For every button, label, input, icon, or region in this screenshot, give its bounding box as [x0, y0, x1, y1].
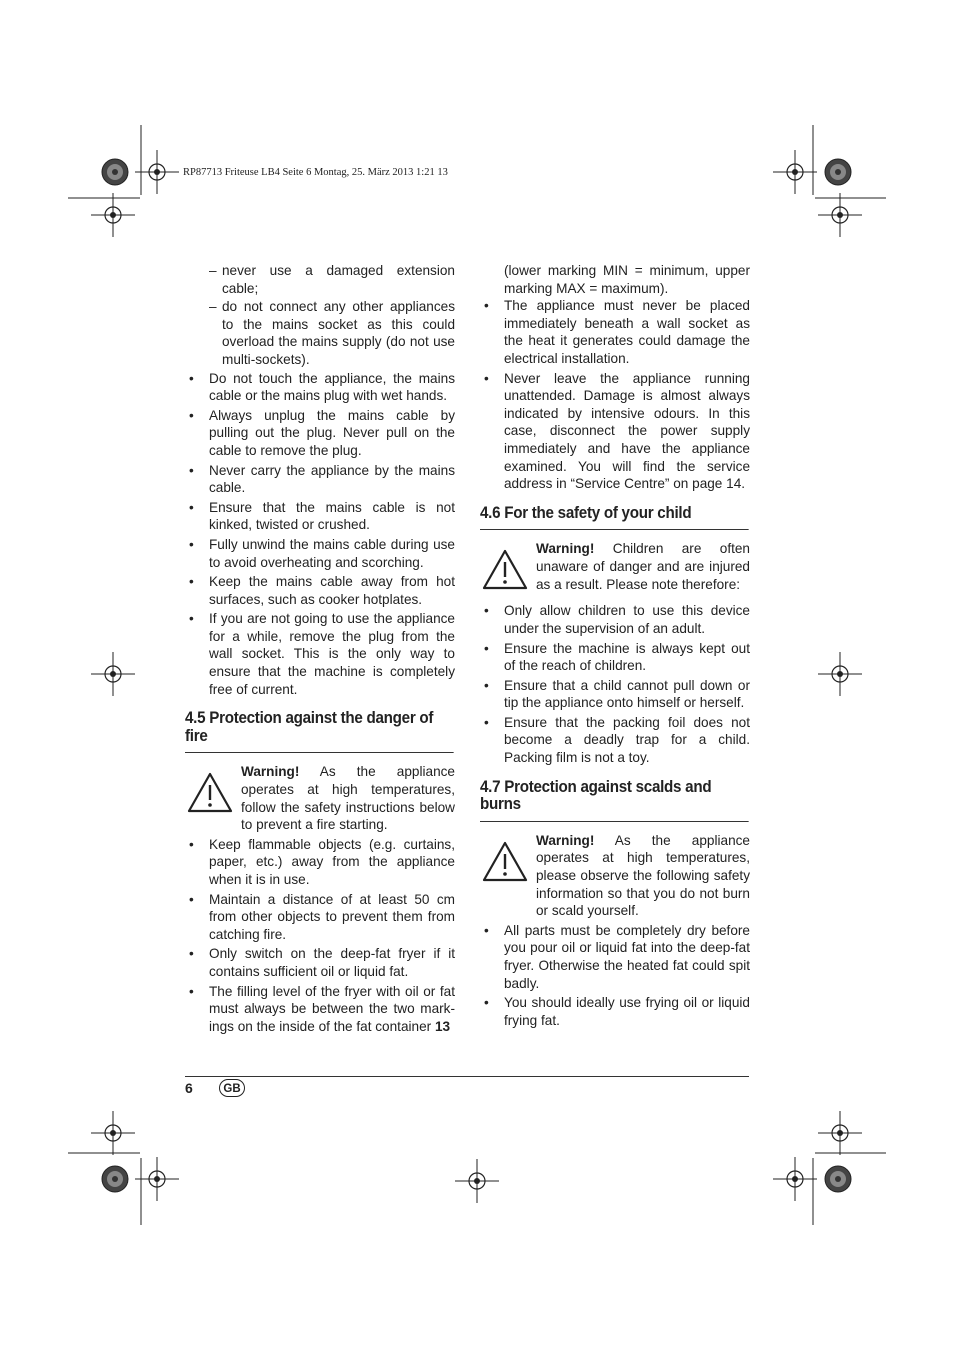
- bullet-item: • Only switch on the deep-fat fryer if it contains sufficient oil or liquid fat.: [185, 945, 455, 980]
- bullet-item: • Keep the mains cable away from hot surfaces, such as cooker hotplates.: [185, 573, 455, 608]
- bullet-item: • All parts must be completely dry before you pour oil or liquid fat into the deep-fat fryer. Otherwise the heated fat could spit badly.: [480, 922, 750, 992]
- continuation-text: (lower marking MIN = minimum, upper marking MAX = maximum).: [504, 263, 750, 296]
- warning-block: [480, 832, 750, 920]
- bullet-item: • You should ideally use frying oil or liquid frying fat.: [480, 994, 750, 1029]
- bullet-text: The filling level of the fryer with oil or fat must always be between the two mark-ings on the inside of the fat container: [209, 983, 455, 1034]
- warning-block: [480, 540, 750, 600]
- warning-text: As the appliance operates at high temperatures, follow the safety instructions below to prevent a fire starting.: [241, 764, 455, 833]
- footer-rule: [185, 1076, 749, 1077]
- warning-text: Children are often unaware of danger and are injured as a result. Please note therefore:: [536, 541, 750, 592]
- section-heading: 4.6 For the safety of your child: [480, 505, 748, 531]
- bullet-item: • Ensure that the mains cable is not kinked, twisted or crushed.: [185, 499, 455, 534]
- bullet-item: • Keep flammable objects (e.g. curtains, paper, etc.) away from the appliance when it is in use.: [185, 836, 455, 889]
- left-column: [185, 262, 455, 1037]
- right-column: [480, 262, 750, 1031]
- warning-text: As the appliance operates at high temperatures, please observe the following safety information so that you do not burn or scald yourself.: [536, 832, 750, 919]
- sub-list-item: [185, 262, 455, 297]
- bullet-item: • Never leave the appliance running unattended. Damage is almost always indicated by intensive odours. In this case, disconnect the power supply immediately and have the appliance examined. You will find the service address in “Service Centre” on page 14.: [480, 370, 750, 493]
- warning-triangle-icon: [482, 548, 528, 590]
- bullet-item: • The appliance must never be placed immediately beneath a wall socket as the heat it generates could damage the electrical installation.: [480, 297, 750, 367]
- bullet-item: • Always unplug the mains cable by pulling out the plug. Never pull on the cable to remove the plug.: [185, 407, 455, 460]
- bullet-item: • Ensure that the packing foil does not become a deadly trap for a child. Packing film is not a toy.: [480, 714, 750, 767]
- bullet-item: • Only allow children to use this device under the supervision of an adult.: [480, 602, 750, 637]
- part-reference: 13: [434, 1018, 451, 1034]
- dash: –: [209, 263, 217, 278]
- section-heading: 4.5 Protection against the danger of fire: [185, 710, 453, 753]
- dash: –: [209, 299, 217, 315]
- warning-label: Warning!: [536, 832, 595, 848]
- language-badge: GB: [219, 1079, 245, 1097]
- warning-label: Warning!: [536, 541, 595, 557]
- bullet-item: • Do not touch the appliance, the mains cable or the mains plug with wet hands.: [185, 370, 455, 405]
- sub-item-text: never use a damaged extension cable;: [222, 263, 455, 296]
- bullet-item: [185, 983, 455, 1036]
- bullet-item: • Fully unwind the mains cable during use to avoid overheating and scorching.: [185, 536, 455, 571]
- bullet-item: • Ensure the machine is always kept out of the reach of children.: [480, 640, 750, 675]
- warning-label: Warning!: [241, 764, 300, 780]
- bullet-item: • Maintain a distance of at least 50 cm from other objects to prevent them from catching fire.: [185, 891, 455, 944]
- sub-list-item: [185, 298, 455, 368]
- warning-triangle-icon: [187, 771, 233, 813]
- warning-block: [185, 763, 455, 833]
- section-heading: 4.7 Protection against scalds and burns: [480, 779, 748, 822]
- sub-item-text: do not connect any other appliances to the mains socket as this could overload the mains supply (do not use multi-sockets).: [222, 299, 455, 367]
- print-header: RP87713 Friteuse LB4 Seite 6 Montag, 25. März 2013 1:21 13: [183, 167, 448, 178]
- bullet-item: • Ensure that a child cannot pull down or tip the appliance onto himself or herself.: [480, 677, 750, 712]
- bullet-item: • Never carry the appliance by the mains cable.: [185, 462, 455, 497]
- warning-triangle-icon: [482, 840, 528, 882]
- bullet-item: • If you are not going to use the appliance for a while, remove the plug from the wall socket. This is the only way to ensure that the machine is completely free of current.: [185, 610, 455, 698]
- page-number: 6: [185, 1080, 193, 1096]
